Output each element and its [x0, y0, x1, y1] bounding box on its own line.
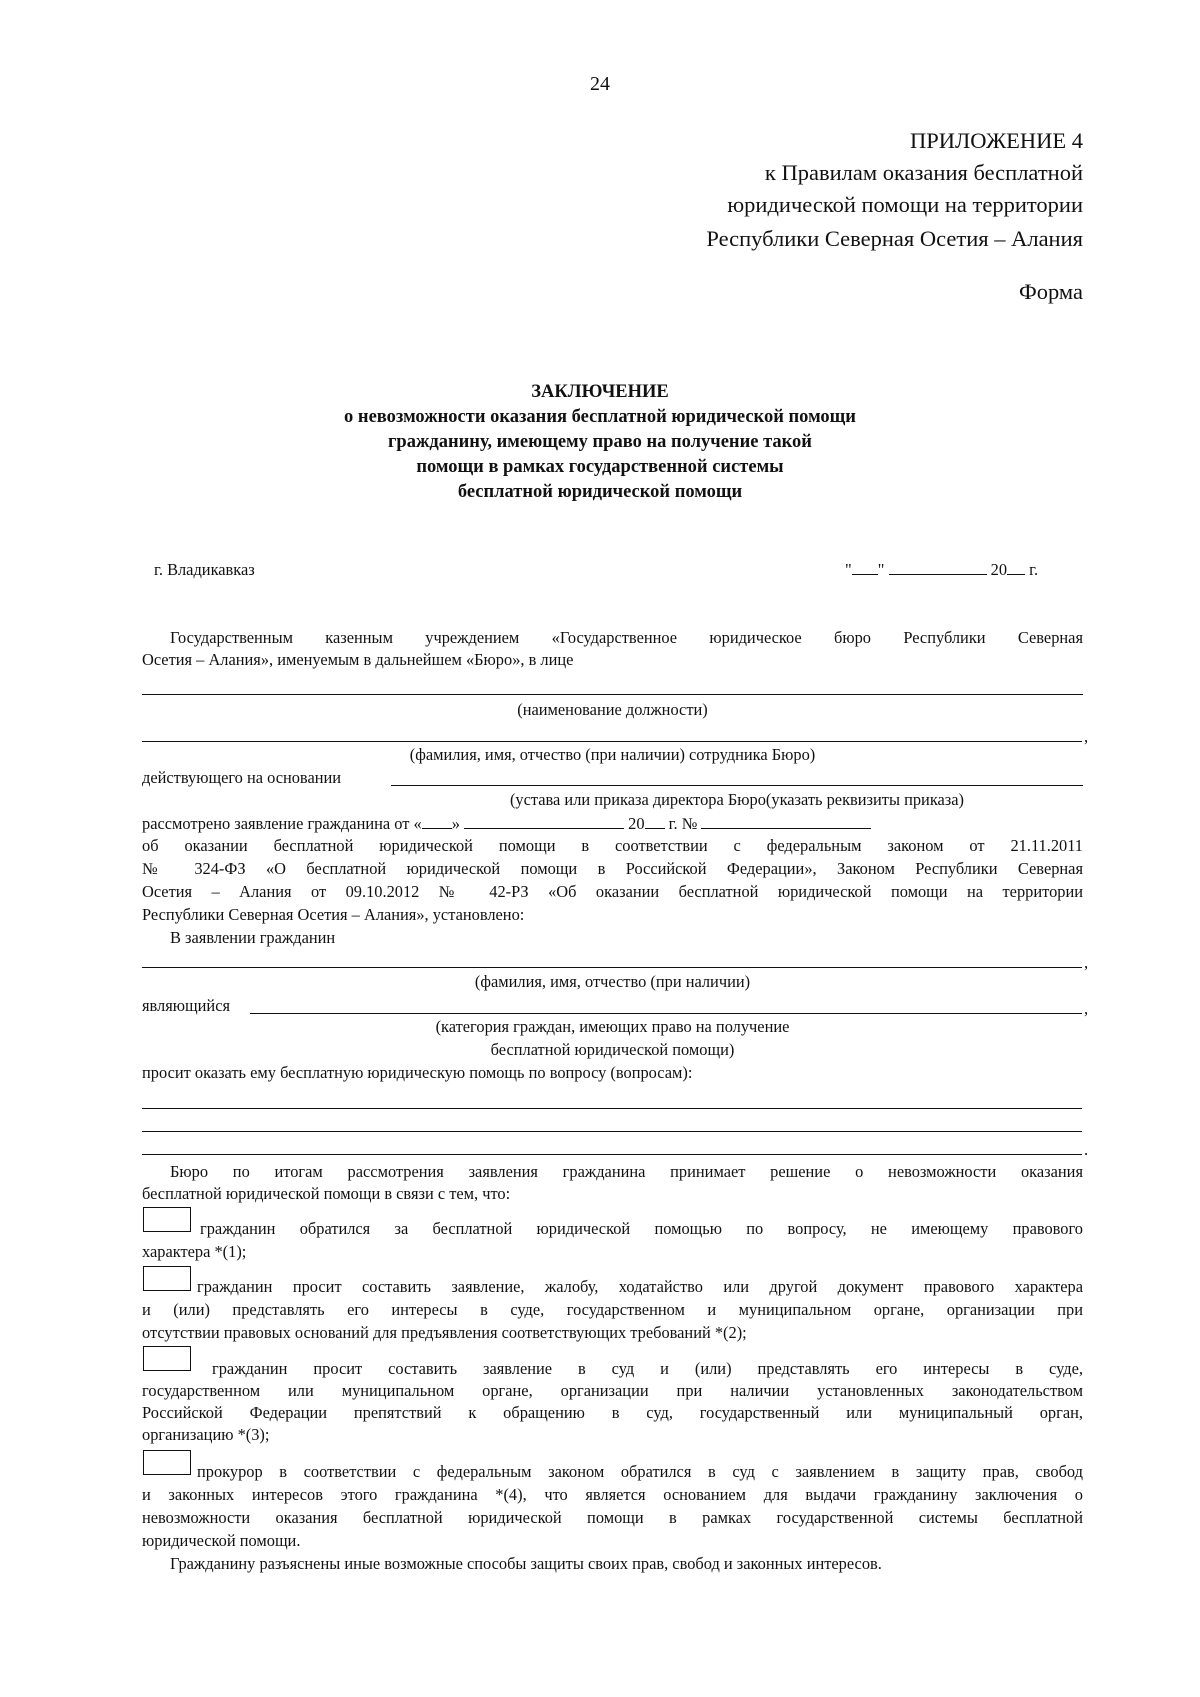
- option-text: и (или) представлять его интересы в суде, государственном и муниципальном органе, организации при: [142, 1300, 1083, 1319]
- option-text: гражданин просит составить заявление в суд и (или) представлять его интересы в суде,: [212, 1359, 1083, 1378]
- asks-text: просит оказать ему бесплатную юридическую помощь по вопросу (вопросам):: [142, 1063, 693, 1082]
- option-text: Российской Федерации препятствий к обращению в суд, государственный или муниципальный орган,: [142, 1403, 1083, 1422]
- employee-line[interactable]: [142, 741, 1082, 742]
- reviewed-number-blank[interactable]: [701, 814, 871, 829]
- category-caption: (категория граждан, имеющих право на получение: [435, 1017, 790, 1036]
- period: .: [1084, 1140, 1089, 1159]
- option-text: организацию *(3);: [142, 1425, 270, 1444]
- position-caption: (наименование должности): [517, 700, 708, 719]
- category-caption: бесплатной юридической помощи): [490, 1040, 735, 1059]
- option-checkbox[interactable]: [143, 1266, 191, 1291]
- option-text: характера *(1);: [142, 1242, 247, 1261]
- option-checkbox[interactable]: [143, 1450, 191, 1475]
- reviewed-month-blank[interactable]: [464, 814, 624, 829]
- question-line[interactable]: [142, 1131, 1082, 1132]
- basis-line[interactable]: [391, 785, 1083, 786]
- comma: ,: [1084, 727, 1089, 746]
- option-text: государственном или муниципальном органе, организации при наличии установленных законодательством: [142, 1381, 1083, 1400]
- acting-label: действующего на основании: [142, 768, 342, 787]
- date-day-blank[interactable]: [852, 560, 878, 575]
- option-checkbox[interactable]: [143, 1207, 191, 1232]
- employee-caption: (фамилия, имя, отчество (при наличии) сотрудника Бюро): [409, 745, 816, 764]
- document-title-line: помощи в рамках государственной системы: [416, 457, 784, 477]
- final-text: Гражданину разъяснены иные возможные способы защиты своих прав, свобод и законных интересов.: [170, 1554, 882, 1573]
- reviewed-line: рассмотрено заявление гражданина от « » 20 г. №: [142, 814, 871, 834]
- document-heading: ЗАКЛЮЧЕНИЕ: [531, 382, 669, 402]
- form-label: Форма: [1018, 279, 1083, 304]
- date-field: " " 20 г.: [845, 560, 1039, 579]
- document-title-line: бесплатной юридической помощи: [457, 482, 743, 502]
- citizen-caption: (фамилия, имя, отчество (при наличии): [474, 972, 751, 991]
- option-text: юридической помощи.: [142, 1531, 301, 1550]
- date-year-blank[interactable]: [1007, 560, 1025, 575]
- question-line[interactable]: [142, 1108, 1082, 1109]
- reviewed-year-blank[interactable]: [645, 814, 665, 829]
- option-text: гражданин обратился за бесплатной юридической помощью по вопросу, не имеющему правового: [200, 1219, 1083, 1238]
- basis-caption: (устава или приказа директора Бюро(указать реквизиты приказа): [509, 790, 965, 809]
- document-title-line: гражданину, имеющему право на получение такой: [388, 432, 812, 452]
- date-month-blank[interactable]: [889, 560, 987, 575]
- appendix-line: юридической помощи на территории: [727, 192, 1083, 217]
- option-text: гражданин просит составить заявление, жалобу, ходатайство или другой документ правового характера: [197, 1277, 1083, 1296]
- page-number: 24: [590, 73, 610, 95]
- decision-line: бесплатной юридической помощи в связи с тем, что:: [142, 1184, 511, 1203]
- law-text-line: № 324-ФЗ «О бесплатной юридической помощи в Российской Федерации», Законом Республики Северная: [142, 859, 1083, 878]
- option-text: отсутствии правовых оснований для предъявления соответствующих требований *(2);: [142, 1323, 747, 1342]
- law-text-line: Осетия – Алания от 09.10.2012 № 42-РЗ «Об оказании бесплатной юридической помощи на территории: [142, 882, 1083, 901]
- place: г. Владикавказ: [154, 560, 255, 579]
- intro-line: Осетия – Алания», именуемым в дальнейшем «Бюро», в лице: [142, 650, 574, 669]
- intro-line: Государственным казенным учреждением «Государственное юридическое бюро Республики Северная: [170, 628, 1083, 647]
- law-text-line: об оказании бесплатной юридической помощи в соответствии с федеральным законом от 21.11.2011: [142, 836, 1083, 855]
- decision-line: Бюро по итогам рассмотрения заявления гражданина принимает решение о невозможности оказания: [170, 1162, 1083, 1181]
- appendix-line: к Правилам оказания бесплатной: [764, 160, 1083, 185]
- appendix-line: Республики Северная Осетия – Алания: [706, 226, 1083, 251]
- comma: ,: [1084, 953, 1089, 972]
- option-checkbox[interactable]: [143, 1346, 191, 1371]
- reviewed-day-blank[interactable]: [422, 814, 452, 829]
- comma: ,: [1084, 999, 1089, 1018]
- option-text: и законных интересов этого гражданина *(4), что является основанием для выдачи гражданину заключения о: [142, 1485, 1083, 1504]
- option-text: невозможности оказания бесплатной юридической помощи в рамках государственной системы бесплатной: [142, 1508, 1083, 1527]
- position-line[interactable]: [142, 694, 1083, 695]
- option-text: прокурор в соответствии с федеральным законом обратился в суд с заявлением в защиту прав, свобод: [197, 1462, 1083, 1481]
- citizen-line[interactable]: [142, 967, 1082, 968]
- document-title-line: о невозможности оказания бесплатной юридической помощи: [344, 407, 856, 427]
- category-line[interactable]: [250, 1013, 1082, 1014]
- law-text-line: Республики Северная Осетия – Алания», установлено:: [142, 905, 525, 924]
- in-application: В заявлении гражданин: [170, 928, 336, 947]
- question-line[interactable]: [142, 1154, 1082, 1155]
- appendix-label: ПРИЛОЖЕНИЕ 4: [910, 128, 1083, 153]
- being-label: являющийся: [142, 996, 231, 1015]
